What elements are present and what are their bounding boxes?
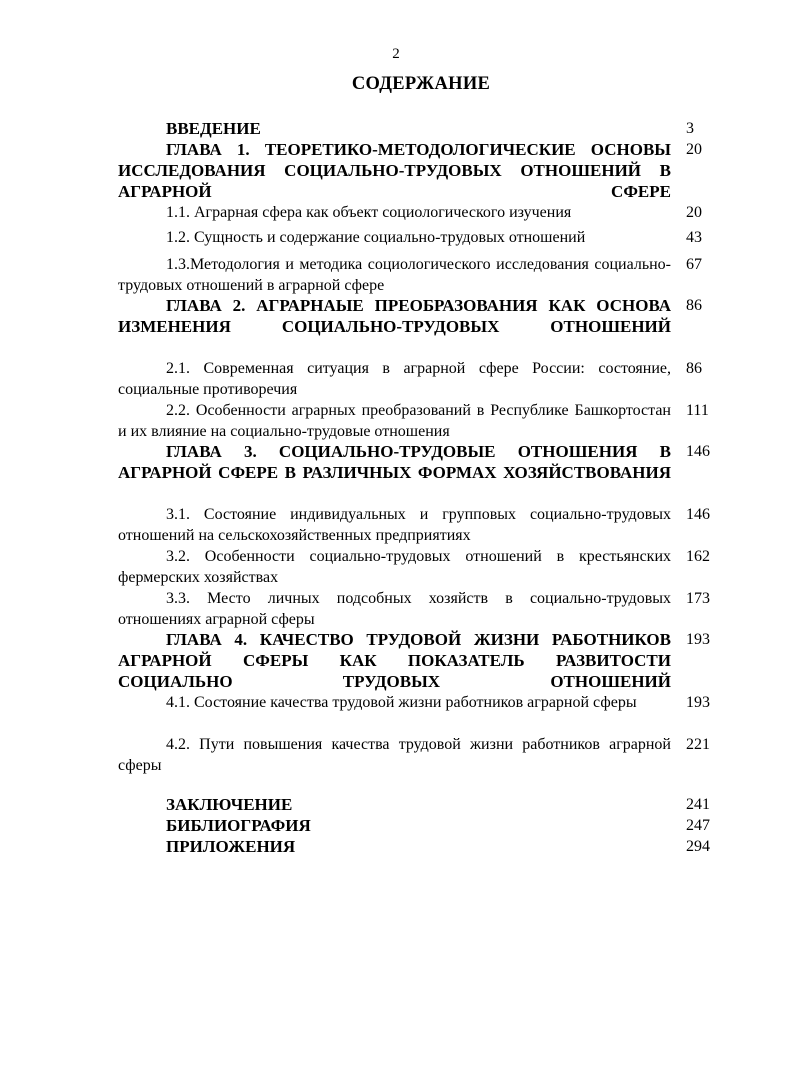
toc-page-number: 3 bbox=[686, 120, 694, 137]
toc-page-number: 241 bbox=[686, 796, 710, 813]
toc-entry-text: ГЛАВА 2. АГРАРНАЫЕ ПРЕОБРАЗОВАНИЯ КАК ОСНОВА ИЗМЕНЕНИЯ СОЦИАЛЬНО-ТРУДОВЫХ ОТНОШЕНИЙ bbox=[118, 296, 671, 336]
toc-entry-text: 2.2. Особенности аграрных преобразований в Республике Башкортостан и их влияние на социально-трудовые отношения bbox=[118, 402, 671, 440]
toc-page-number: 20 bbox=[686, 141, 702, 158]
toc-entry-text: 3.2. Особенности социально-трудовых отношений в крестьянских фермерских хозяйствах bbox=[118, 548, 671, 586]
toc-page-number: 193 bbox=[686, 694, 710, 711]
toc-entry-text: 1.2. Сущность и содержание социально-трудовых отношений bbox=[166, 229, 586, 246]
toc-entry-bibliography[interactable]: БИБЛИОГРАФИЯ bbox=[166, 816, 311, 835]
toc-page-number: 193 bbox=[686, 631, 710, 648]
toc-entry-section-4-1[interactable] bbox=[118, 692, 671, 713]
toc-entry-chapter-1[interactable] bbox=[118, 139, 671, 202]
toc-entry-section-3-1[interactable] bbox=[118, 504, 671, 546]
toc-entry-section-3-3[interactable] bbox=[118, 588, 671, 630]
toc-entry-text: 4.1. Состояние качества трудовой жизни работников аграрной сферы bbox=[166, 694, 637, 711]
toc-page-number: 86 bbox=[686, 297, 702, 314]
toc-entry-chapter-2[interactable] bbox=[118, 295, 671, 337]
toc-entry-text: ВВЕДЕНИЕ bbox=[166, 119, 261, 138]
toc-entry-text: ГЛАВА 3. СОЦИАЛЬНО-ТРУДОВЫЕ ОТНОШЕНИЯ В АГРАРНОЙ СФЕРЕ В РАЗЛИЧНЫХ ФОРМАХ ХОЗЯЙСТВОВАНИЯ bbox=[118, 442, 671, 482]
toc-entry-text: 2.1. Современная ситуация в аграрной сфере России: состояние, социальные противоречия bbox=[118, 360, 671, 398]
toc-entry-chapter-3[interactable] bbox=[118, 441, 671, 483]
toc-entry-section-3-2[interactable] bbox=[118, 546, 671, 588]
toc-entry-section-1-3[interactable] bbox=[118, 254, 671, 296]
toc-page-number: 20 bbox=[686, 204, 702, 221]
toc-entry-text: 4.2. Пути повышения качества трудовой жизни работников аграрной сферы bbox=[118, 736, 671, 774]
toc-page-number: 146 bbox=[686, 506, 710, 523]
toc-entry-text: 1.3.Методология и методика социологического исследования социально-трудовых отношений в аграрной сфере bbox=[118, 256, 671, 294]
toc-page-number: 67 bbox=[686, 256, 702, 273]
toc-entry-text: ГЛАВА 1. ТЕОРЕТИКО-МЕТОДОЛОГИЧЕСКИЕ ОСНОВЫ ИССЛЕДОВАНИЯ СОЦИАЛЬНО-ТРУДОВЫХ ОТНОШЕНИЙ В АГРАРНОЙ СФЕРЕ bbox=[118, 140, 671, 201]
toc-entry-chapter-4[interactable] bbox=[118, 629, 671, 692]
toc-entry-section-4-2[interactable] bbox=[118, 734, 671, 776]
toc-entry-text: 3.1. Состояние индивидуальных и групповых социально-трудовых отношений на сельскохозяйственных предприятиях bbox=[118, 506, 671, 544]
toc-page-number: 247 bbox=[686, 817, 710, 834]
toc-entry-introduction[interactable] bbox=[118, 118, 671, 139]
toc-page-number: 43 bbox=[686, 229, 702, 246]
toc-page-number: 111 bbox=[686, 402, 709, 419]
toc-entry-conclusion[interactable]: ЗАКЛЮЧЕНИЕ bbox=[166, 795, 293, 814]
toc-entry-section-2-1[interactable] bbox=[118, 358, 671, 400]
toc-entry-appendices[interactable]: ПРИЛОЖЕНИЯ bbox=[166, 837, 296, 856]
toc-page-number: 173 bbox=[686, 590, 710, 607]
toc-page-number: 162 bbox=[686, 548, 710, 565]
toc-entry-text: 1.1. Аграрная сфера как объект социологического изучения bbox=[166, 204, 572, 221]
toc-page-number: 146 bbox=[686, 443, 710, 460]
toc-entry-section-1-1[interactable] bbox=[118, 202, 671, 223]
toc-entry-section-1-2[interactable] bbox=[118, 227, 671, 248]
toc-page-number: 294 bbox=[686, 838, 710, 855]
page-number: 2 bbox=[392, 46, 400, 62]
toc-page-number: 221 bbox=[686, 736, 710, 753]
toc-title: СОДЕРЖАНИЕ bbox=[351, 74, 491, 94]
toc-page-number: 86 bbox=[686, 360, 702, 377]
toc-entry-text: 3.3. Место личных подсобных хозяйств в социально-трудовых отношениях аграрной сферы bbox=[118, 590, 671, 628]
toc-entry-text: ГЛАВА 4. КАЧЕСТВО ТРУДОВОЙ ЖИЗНИ РАБОТНИКОВ АГРАРНОЙ СФЕРЫ КАК ПОКАЗАТЕЛЬ РАЗВИТОСТИ СОЦИАЛЬНО ТРУДОВЫХ ОТНОШЕНИЙ bbox=[118, 630, 671, 691]
toc-entry-section-2-2[interactable] bbox=[118, 400, 671, 442]
